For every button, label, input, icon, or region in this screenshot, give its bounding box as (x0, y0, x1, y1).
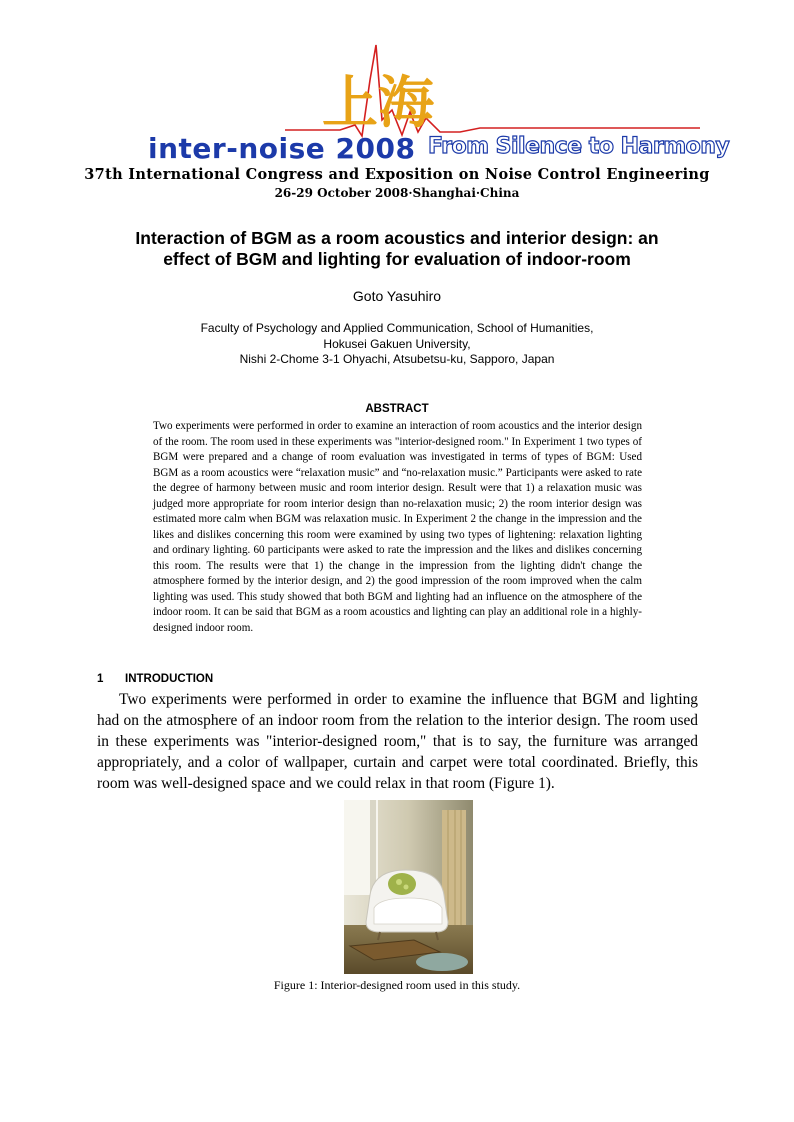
abstract-text: Two experiments were performed in order to examine an interaction of room acoustics and the interior design of the room. The room used in these experiments was "interior-designed room." In Experiment 1 two types of BGM were prepared and a change of room evaluation was investigated in terms of types of BGM: Used BGM as a room acoustics were “relaxation music” and “no-relaxation music.” Participants were asked to rate the degree of harmony between music and room interior design. Result were that 1) a relaxation music was judged more appropriate for room interior design than no-relaxation music; 2) the room interior design was estimated more calm when BGM was relaxation music. In Experiment 2 the change in the impression and the likes and dislikes concerning this room were examined by using two types of lightening: relaxation lighting and ordinary lighting. 60 participants were asked to rate the impression and the likes and dislikes concerning this room. The results were that 1) the change in the impression from the lighting didn't change the atmosphere formed by the interior design, and 2) the good impression of the room improved when the calm lighting was used. This study showed that both BGM and lighting had an influence on the atmosphere of the indoor room. It can be said that BGM as a room acoustics and lighting can play an additional role in a highly-designed indoor room. (153, 420, 642, 634)
figure-caption: Figure 1: Interior-designed room used in this study. (273, 978, 521, 992)
affiliation (0, 321, 794, 368)
logo-chinese-characters: 上海 (322, 70, 434, 136)
affiliation-line: Hokusei Gakuen University, (323, 336, 471, 351)
affiliation-line: Faculty of Psychology and Applied Communication, School of Humanities, (200, 321, 594, 335)
slogan-text: From Silence to Harmony (428, 134, 730, 159)
conference-name: 37th International Congress and Exposition on Noise Control Engineering (84, 166, 710, 183)
room-photo (344, 800, 473, 974)
title-line-1: Interaction of BGM as a room acoustics and interior design: an (135, 228, 659, 248)
author-name: Goto Yasuhiro (352, 288, 442, 304)
conference-logo (140, 40, 730, 170)
section-title: INTRODUCTION (125, 673, 214, 685)
introduction-paragraph: Two experiments were performed in order to examine the influence that BGM and lighting had on the atmosphere of an indoor room from the relation to the interior design. The room used in these experiments was "interior-designed room," that is to say, the furniture was arranged appropriately, and a color of wallpaper, curtain and carpet were total coordinated. Briefly, this room was well-designed space and we could relax in that room (Figure 1). (97, 691, 698, 792)
title-line-2: effect of BGM and lighting for evaluation of indoor-room (163, 249, 631, 269)
brand-text: inter-noise 2008 (148, 132, 416, 165)
abstract-heading: ABSTRACT (365, 403, 429, 415)
section-heading (97, 673, 213, 685)
section-number: 1 (97, 673, 104, 685)
conference-date: 26-29 October 2008·Shanghai·China (274, 186, 520, 200)
room-photo-illustration (344, 800, 473, 974)
affiliation-line: Nishi 2-Chome 3-1 Ohyachi, Atsubetsu-ku, Sapporo, Japan (239, 352, 555, 366)
paper-title (100, 228, 694, 270)
